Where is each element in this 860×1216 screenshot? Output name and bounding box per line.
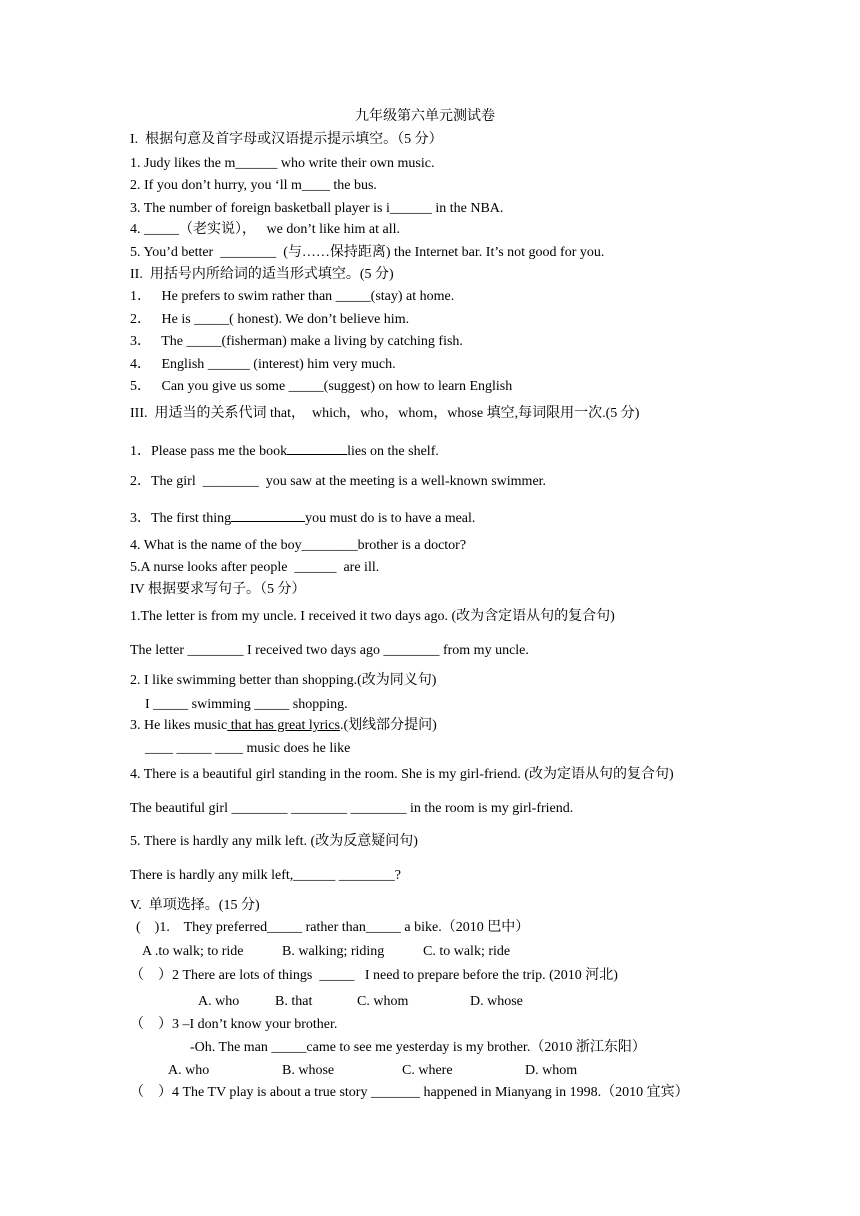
question-line: ( )1. They preferred_____ rather than_____ a bike.（2010 巴中） xyxy=(136,920,530,935)
answer-line: The beautiful girl ________ ________ ________ in the room is my girl-friend. xyxy=(130,801,574,816)
question-text: lies on the shelf. xyxy=(347,444,439,459)
answer-blank xyxy=(231,507,305,522)
question-line: 4. There is a beautiful girl standing in the room. She is my girl-friend. (改为定语从句的复合句) xyxy=(130,767,674,782)
question-line: 2． He is _____( honest). We don’t believe him. xyxy=(130,312,410,327)
section-heading: I. 根据句意及首字母或汉语提示提示填空。（5 分） xyxy=(130,132,443,147)
section-heading: IV 根据要求写句子。（5 分） xyxy=(130,582,306,597)
answer-line: There is hardly any milk left,______ ________? xyxy=(130,868,401,883)
option: B. walking; riding xyxy=(282,944,385,959)
answer-line: The letter ________ I received two days ago ________ from my uncle. xyxy=(130,643,529,658)
question-line: 2. I like swimming better than shopping.(改为同义句) xyxy=(130,673,437,688)
question-line: （ ）3 –I don’t know your brother. xyxy=(130,1017,338,1032)
option: C. to walk; ride xyxy=(423,944,511,959)
option: D. whom xyxy=(525,1063,578,1078)
question-line xyxy=(130,440,439,461)
question-text: 3. He likes music xyxy=(130,718,228,733)
question-line: 5. You’d better ________ (与……保持距离) the Internet bar. It’s not good for you. xyxy=(130,245,605,260)
question-line: 4． English ______ (interest) him very much. xyxy=(130,357,396,372)
section-heading: II. 用括号内所给词的适当形式填空。(5 分) xyxy=(130,267,394,282)
option: A. who xyxy=(198,994,240,1009)
question-line: （ ）2 There are lots of things _____ I need to prepare before the trip. (2010 河北) xyxy=(130,968,618,983)
question-line: 3. The number of foreign basketball player is i______ in the NBA. xyxy=(130,201,504,216)
option: A .to walk; to ride xyxy=(142,944,244,959)
question-line: 4. What is the name of the boy________brother is a doctor? xyxy=(130,538,467,553)
question-line: 1.The letter is from my uncle. I received it two days ago. (改为含定语从句的复合句) xyxy=(130,609,615,624)
option: C. where xyxy=(402,1063,453,1078)
answer-line: I _____ swimming _____ shopping. xyxy=(145,697,348,712)
question-text: 3．The first thing xyxy=(130,511,232,526)
answer-blank xyxy=(287,440,347,455)
question-line: 3． The _____(fisherman) make a living by catching fish. xyxy=(130,334,463,349)
page-title: 九年级第六单元测试卷 xyxy=(355,109,495,124)
question-text: 1．Please pass me the book xyxy=(130,444,288,459)
option: C. whom xyxy=(357,994,409,1009)
option: B. that xyxy=(275,994,313,1009)
question-text: .(划线部分提问) xyxy=(339,718,437,733)
section-heading: V. 单项选择。(15 分) xyxy=(130,898,260,913)
question-line: （ ）4 The TV play is about a true story _______ happened in Mianyang in 1998.（2010 宜宾） xyxy=(130,1085,689,1100)
section-heading: III. 用适当的关系代词 that， which，who，whom，whose 填空,每词限用一次.(5 分) xyxy=(130,406,640,421)
underlined-phrase: that has great lyrics xyxy=(227,718,340,733)
question-line: 4. _____（老实说）， we don’t like him at all. xyxy=(130,222,400,237)
question-line xyxy=(130,507,475,528)
answer-line: ____ _____ ____ music does he like xyxy=(145,741,351,756)
option: B. whose xyxy=(282,1063,335,1078)
question-line: 5． Can you give us some _____(suggest) on how to learn English xyxy=(130,379,513,394)
question-line: 1. Judy likes the m______ who write their own music. xyxy=(130,156,435,171)
question-line: 2．The girl ________ you saw at the meeting is a well-known swimmer. xyxy=(130,474,547,489)
question-line: 5. There is hardly any milk left. (改为反意疑问句) xyxy=(130,834,418,849)
question-line: 2. If you don’t hurry, you ‘ll m____ the bus. xyxy=(130,178,377,193)
option: D. whose xyxy=(470,994,523,1009)
question-line: 1． He prefers to swim rather than _____(stay) at home. xyxy=(130,289,455,304)
question-line: 5.A nurse looks after people ______ are ill. xyxy=(130,560,380,575)
question-line xyxy=(130,717,437,735)
question-line: -Oh. The man _____came to see me yesterday is my brother.（2010 浙江东阳） xyxy=(190,1040,646,1055)
option: A. who xyxy=(168,1063,210,1078)
question-text: you must do is to have a meal. xyxy=(305,511,476,526)
